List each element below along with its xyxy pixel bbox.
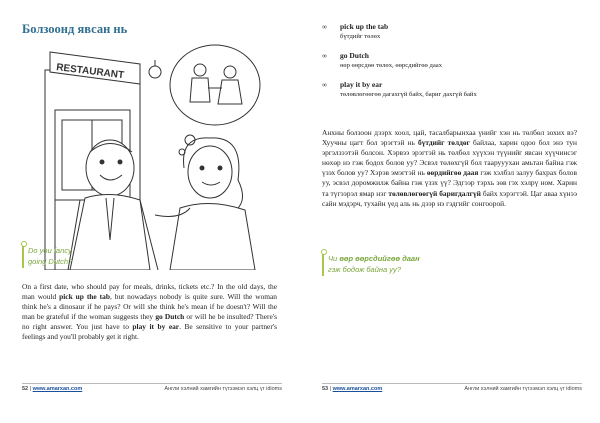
restaurant-sign-text: RESTAURANT (55, 62, 125, 82)
idiom-item: ∞ play it by ear төлөвлөгөөгөө дагахгүй байх, бариг дахгүй байх (322, 80, 477, 98)
callout-line-1: Do you fancy (28, 246, 72, 255)
idiom-item: ∞ pick up the tab бүтдийг төлөх (322, 22, 389, 40)
restaurant-couple-illustration (40, 40, 270, 270)
right-page (300, 0, 600, 423)
infinity-bullet-icon: ∞ (322, 81, 327, 89)
callout-line-1: Чи өөр өөрсдийгөө даан (328, 254, 420, 263)
infinity-bullet-icon: ∞ (322, 23, 327, 31)
footer-tagline: Англи хэлний хамгийн түгээмэл хэлц үг idioms (464, 386, 582, 392)
woman-figure (188, 146, 232, 198)
infinity-bullet-icon: ∞ (322, 52, 327, 60)
page-title: Болзоонд явсан нь (22, 22, 128, 36)
left-body-text: On a first date, who should pay for meals, drinks, tickets etc.? In the old days, the man would pick up the tab, but nowadays nobody is quite sure. Will the woman think he's a dinosaur if he pays? Or will she think he's mean if he doesn't? Will the man be grateful if the woman suggests they go Dutch or will he be insulted? There's no right answer. You just have to play it by ear. Be sensitive to your partner's feelings and you'll probably get it right. (22, 282, 277, 342)
callout-line-2: going Dutch? (28, 257, 73, 266)
thought-bubble (170, 45, 260, 125)
site-link[interactable]: www.amarxan.com (332, 386, 383, 392)
callout-quote (22, 244, 72, 268)
footer-tagline: Англи хэлний хамгийн түгээмэл хэлц үг idioms (164, 386, 282, 392)
right-body-text: Анхны болзоон дээрх хоол, цай, тасалбарынхаа үнийг хэн нь төлбөл зохих вэ? Хуучны цагт бол эрэгтэй нь бүтдийг төлдөг байлаа, харин одоо бол энэ тун эргэлзээтэй болсон. Хэрвээ эрэгтэй нь төлбөл хүүхэн түүнийг явсан хүүчинсэг нөхөр нэ гэж бодох болов уу? Эсвэл төлөхгүй бол таарууухан амьтан байна гэж үзэх болов уу? Хэрэв эмэгтэй нь өөрдийгөө даая гэж хэлбэл залуу бахрах болов уу, эсвэл доромжилж байна гэж үзэх үү? Эдгээр тэрхь зөв гэх хэлрү ном. Харин та түгээрэл ямар нэг төлөвлөгөөгүй баригдалгүй байх хэрэгтэй. Цаг аваа хүнээ сайн мэдэрч, тухайн үед аль нь дээр нэ гэдгийг сонгоорой. (322, 128, 577, 208)
callout-quote (322, 252, 420, 276)
idiom-item: ∞ go Dutch өөр өөрсдөө төлөх, өөрсдийгөө даах (322, 51, 442, 69)
left-footer: 52 | www.amarxan.com Англи хэлний хамгийн түгээмэл хэлц үг idioms (22, 383, 282, 392)
idiom-list (322, 22, 582, 109)
right-footer: 53 | www.amarxan.com Англи хэлний хамгийн түгээмэл хэлц үг idioms (322, 383, 582, 392)
callout-line-2: гэж бодож байна уу? (328, 265, 401, 274)
page-number: 53 (322, 386, 329, 392)
site-link[interactable]: www.amarxan.com (32, 386, 83, 392)
page-number: 52 (22, 386, 29, 392)
